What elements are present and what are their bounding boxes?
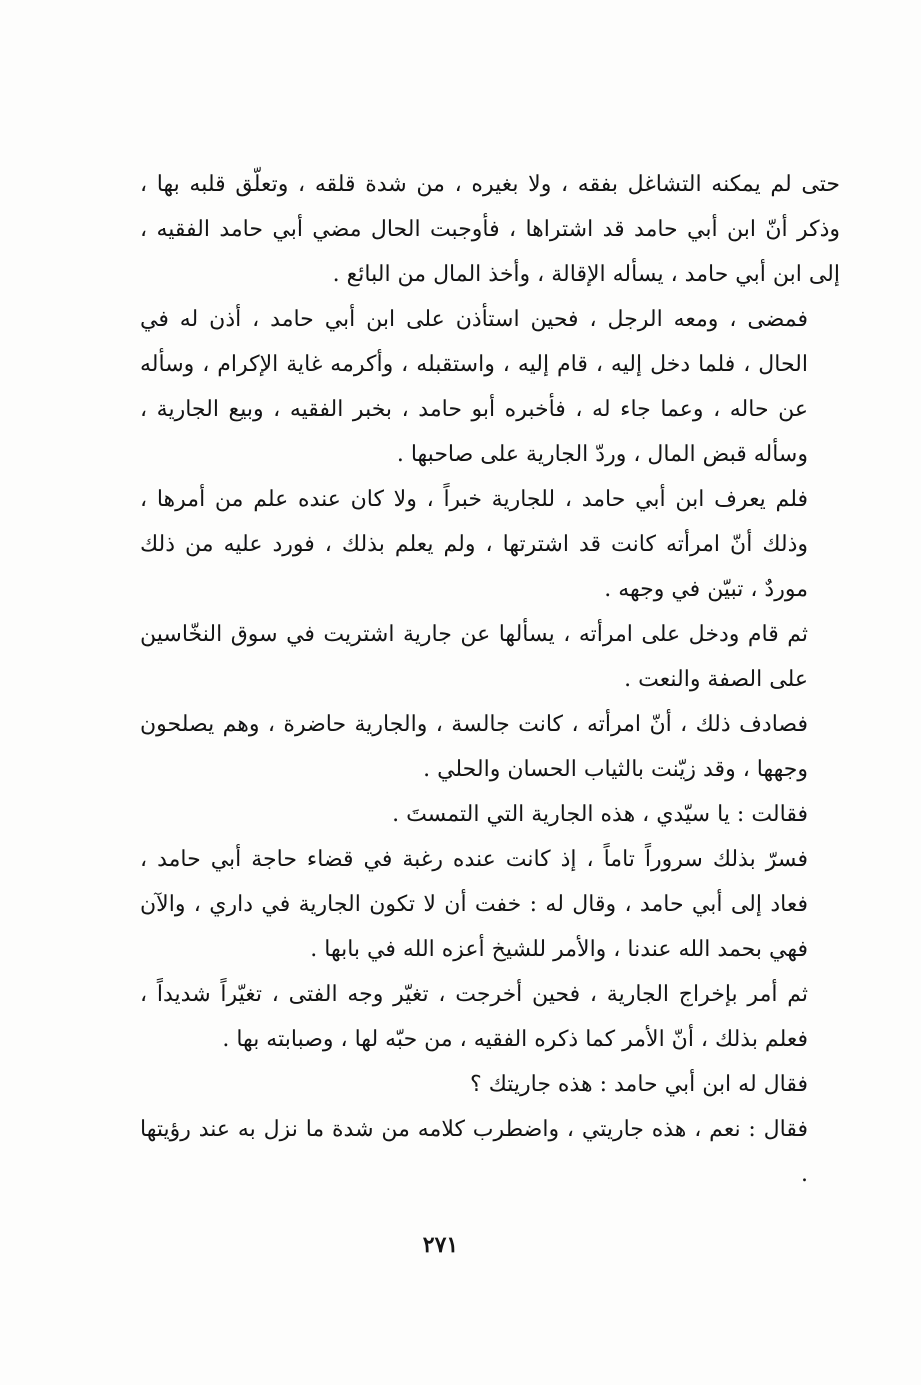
paragraph-4: ثم قام ودخل على امرأته ، يسألها عن جارية اشتريت في سوق النخّاسين على الصفة والنعت . <box>140 622 808 692</box>
body-text <box>140 162 840 1197</box>
paragraph-7: فسرّ بذلك سروراً تاماً ، إذ كانت عنده رغبة في قضاء حاجة أبي حامد ، فعاد إلى أبي حامد ، وقال له : خفت أن لا تكون الجارية في داري ، والآن فهي بحمد الله عندنا ، والأمر للشيخ أعزه الله في بابها . <box>140 847 808 962</box>
paragraph-8: ثم أمر بإخراج الجارية ، فحين أخرجت ، تغيّر وجه الفتى ، تغيّراً شديداً ، فعلم بذلك ، أنّ الأمر كما ذكره الفقيه ، من حبّه لها ، وصبابته بها . <box>140 982 808 1052</box>
paragraph-1: حتى لم يمكنه التشاغل بفقه ، ولا بغيره ، من شدة قلقه ، وتعلّق قلبه بها ، وذكر أنّ ابن أبي حامد قد اشتراها ، فأوجبت الحال مضي أبي حامد الفقيه ، إلى ابن أبي حامد ، يسأله الإقالة ، وأخذ المال من البائع . <box>140 172 841 287</box>
paragraph-10: فقال : نعم ، هذه جاريتي ، واضطرب كلامه من شدة ما نزل به عند رؤيتها . <box>140 1117 808 1187</box>
paragraph-2: فمضى ، ومعه الرجل ، فحين استأذن على ابن أبي حامد ، أذن له في الحال ، فلما دخل إليه ، قام إليه ، واستقبله ، وأكرمه غاية الإكرام ، وسأله عن حاله ، وعما جاء له ، فأخبره أبو حامد ، بخبر الفقيه ، وبيع الجارية ، وسأله قبض المال ، وردّ الجارية على صاحبها . <box>140 307 808 467</box>
page-number: ٢٧١ <box>422 1232 459 1258</box>
paragraph-9: فقال له ابن أبي حامد : هذه جاريتك ؟ <box>470 1072 808 1097</box>
paragraph-6: فقالت : يا سيّدي ، هذه الجارية التي التمستَ . <box>392 802 808 827</box>
paragraph-5: فصادف ذلك ، أنّ امرأته ، كانت جالسة ، والجارية حاضرة ، وهم يصلحون وجهها ، وقد زيّنت بالثياب الحسان والحلي . <box>140 712 808 782</box>
paragraph-3: فلم يعرف ابن أبي حامد ، للجارية خبراً ، ولا كان عنده علم من أمرها ، وذلك أنّ امرأته كانت قد اشترتها ، ولم يعلم بذلك ، فورد عليه من ذلك موردٌ ، تبيّن في وجهه . <box>140 487 809 602</box>
